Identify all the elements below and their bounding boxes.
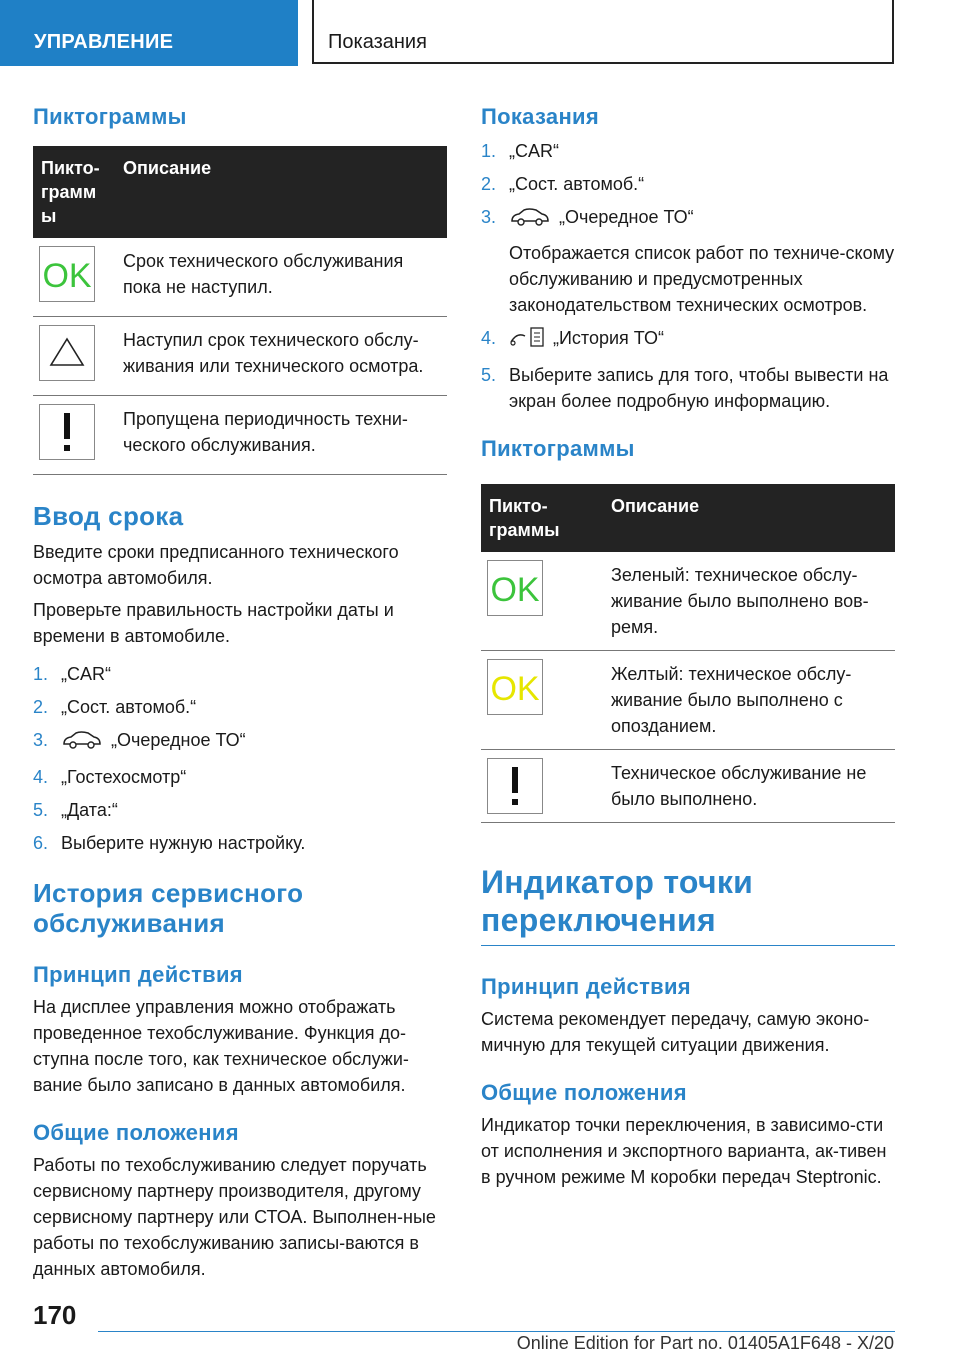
table-header-row xyxy=(481,484,895,552)
row-description: Зеленый: техническое обслу-живание было выполнено вов-ремя. xyxy=(603,552,895,651)
page-title: Показания xyxy=(312,0,894,64)
list-item: 2. „Сост. автомоб.“ xyxy=(481,174,645,194)
list-item: 5. „Дата:“ xyxy=(33,800,118,820)
shift-principle-text: Система рекомендует передачу, самую эконо-мичную для текущей ситуации движения. xyxy=(481,1009,870,1055)
history-principle-heading: Принцип действия xyxy=(33,962,243,987)
footer-rule xyxy=(98,1331,895,1332)
pictogram-table xyxy=(33,146,447,475)
section-tab: УПРАВЛЕНИЕ xyxy=(0,0,298,66)
page-number: 170 xyxy=(33,1300,77,1330)
list-item: 6. Выберите нужную настройку. xyxy=(33,833,306,853)
list-item: 3. „Очередное ТО“ xyxy=(33,727,447,757)
list-item: 1. „CAR“ xyxy=(33,664,111,684)
ok-icon xyxy=(39,246,95,302)
pictograms-heading: Пиктограммы xyxy=(33,104,187,129)
table-row xyxy=(481,750,895,823)
table-row xyxy=(481,651,895,750)
history-general-text: Работы по техобслуживанию следует поручать сервисному партнеру производителя, другому сервисному партнеру или СТОА. Выполнен-ные работы по техобслуживанию записы-ваются в данных автомобиля. xyxy=(33,1155,436,1279)
list-item: 3. „Очередное ТО“ Отображается список работ по техниче-скому обслуживанию и предусмотренных законодательством технических осмотров. xyxy=(481,204,895,318)
row-description: Срок технического обслуживания пока не наступил. xyxy=(115,238,447,317)
row-description: Желтый: техническое обслу-живание было выполнено с опозданием. xyxy=(603,651,895,750)
list-item: 5. Выберите запись для того, чтобы вывести на экран более подробную информацию. xyxy=(481,365,889,411)
column-header-pictogram: Пикто- граммы xyxy=(481,484,603,552)
shift-general-text: Индикатор точки переключения, в зависимо-сти от исполнения и экспортного варианта, ак-тивен в ручном режиме M коробки передач Steptronic. xyxy=(481,1115,887,1187)
column-header-description: Описание xyxy=(603,484,895,552)
right-column xyxy=(481,96,895,1190)
column-header-pictogram: Пикто- грамм ы xyxy=(33,146,115,238)
car-icon xyxy=(61,730,103,757)
row-description: Наступил срок технического обслу-живания или технического осмотра. xyxy=(115,317,447,396)
table-row xyxy=(33,396,447,475)
ok-yellow-icon xyxy=(487,659,543,715)
ok-green-icon xyxy=(487,560,543,616)
pictogram-table xyxy=(481,484,895,823)
pictograms-heading: Пиктограммы xyxy=(481,436,635,461)
readings-steps xyxy=(481,138,895,414)
date-entry-paragraph-2: Проверьте правильность настройки даты и времени в автомобиле. xyxy=(33,600,394,646)
svg-text:OK: OK xyxy=(490,670,540,708)
column-header-description: Описание xyxy=(115,146,447,238)
heading-rule xyxy=(481,945,895,946)
svg-text:OK: OK xyxy=(490,571,540,609)
svg-text:OK: OK xyxy=(42,257,92,295)
date-entry-paragraph-1: Введите сроки предписанного технического осмотра автомобиля. xyxy=(33,542,399,588)
table-row xyxy=(33,317,447,396)
footer-edition: Online Edition for Part no. 01405A1F648 - X/20 xyxy=(516,1333,894,1353)
list-item: 2. „Сост. автомоб.“ xyxy=(33,697,197,717)
list-item: 4. „История ТО“ xyxy=(481,325,895,355)
history-general-heading: Общие положения xyxy=(33,1120,239,1145)
history-heading: История сервисного обслуживания xyxy=(33,878,304,938)
shift-general-heading: Общие положения xyxy=(481,1080,687,1105)
page-header xyxy=(0,0,960,66)
warning-triangle-icon xyxy=(39,325,95,381)
step-sub-text: Отображается список работ по техниче-скому обслуживанию и предусмотренных законодательством технических осмотров. xyxy=(509,243,895,315)
service-history-icon xyxy=(509,326,545,355)
car-icon xyxy=(509,207,551,234)
exclamation-icon xyxy=(39,404,95,460)
date-entry-steps xyxy=(33,661,447,856)
readings-heading: Показания xyxy=(481,104,599,129)
date-entry-heading: Ввод срока xyxy=(33,501,184,531)
table-header-row xyxy=(33,146,447,238)
shift-indicator-heading: Индикатор точки переключения xyxy=(481,864,754,938)
row-description: Техническое обслуживание не было выполнено. xyxy=(603,750,895,823)
row-description: Пропущена периодичность техни-ческого обслуживания. xyxy=(115,396,447,475)
list-item: 4. „Гостехосмотр“ xyxy=(33,767,187,787)
left-column xyxy=(33,96,447,1282)
table-row xyxy=(481,552,895,651)
shift-principle-heading: Принцип действия xyxy=(481,974,691,999)
table-row xyxy=(33,238,447,317)
exclamation-icon xyxy=(487,758,543,814)
list-item: 1. „CAR“ xyxy=(481,141,559,161)
history-principle-text: На дисплее управления можно отображать проведенное техобслуживание. Функция до-ступна после того, как техническое обслужи-вание было записано в данных автомобиля. xyxy=(33,997,409,1095)
